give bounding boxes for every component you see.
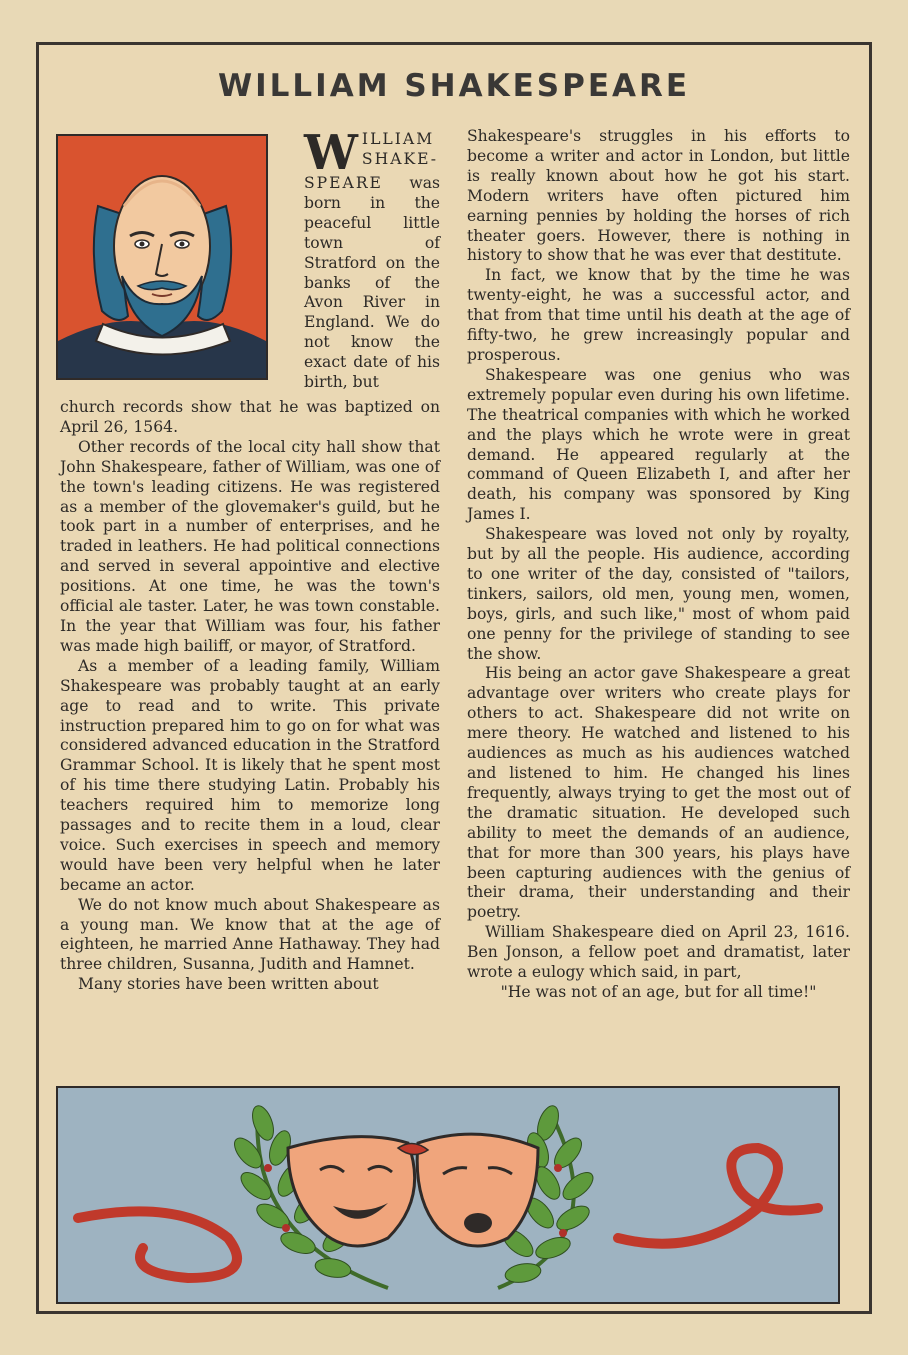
closing-quote: "He was not of an age, but for all time!"	[500, 982, 817, 1001]
right-paragraph: Shakespeare was one genius who was extremely popular even during his own lifetime. The theatrical companies with which he worked and the plays which he wrote were in great demand. He appeared regularly at the command of Queen Elizabeth I, and after her death, his company was sponsored by King James I.	[467, 365, 850, 524]
left-paragraph: We do not know much about Shakespeare as a young man. We know that at the age of eighteen, he married Anne Hathaway. They had three children, Susanna, Judith and Hamnet.	[60, 895, 440, 974]
right-paragraph: In fact, we know that by the time he was twenty-eight, he was a successful actor, and that from that time until his death at the age of fifty-two, he grew increasingly popular and prosperous.	[467, 266, 850, 364]
left-paragraph: As a member of a leading family, William Shakespeare was probably taught at an early age to read and to write. This private instruction prepared him to go on for what was considered advanced education in the Stratford Grammar School. It is likely that he spent most of his time there studying Latin. Probably his teachers required him to memorize long passages and to recite them in a loud, clear voice. Such exercises in speech and memory would have been very helpful when he later became an actor.	[60, 656, 440, 894]
theater-masks-illustration	[56, 1086, 840, 1304]
intro-lead-words: ILLIAM SHAKE-SPEARE	[304, 130, 439, 192]
drop-cap: W	[304, 125, 358, 181]
page-title: WILLIAM SHAKESPEARE	[217, 68, 691, 104]
right-paragraph: William Shakespeare died on April 23, 1616. Ben Jonson, a fellow poet and dramatist, later wrote a eulogy which said, in part,	[467, 923, 850, 982]
left-paragraph: Other records of the local city hall show that John Shakespeare, father of William, was one of the town's leading citizens. He was registered as a member of the glovemaker's guild, but he took part in a number of enterprises, and he traded in leathers. He had political connections and served in several appointive and elective positions. At one time, he was the town's official ale taster. Later, he was town constable. In the year that William was four, his father was made high bailiff, or mayor, of Stratford.	[60, 437, 440, 655]
intro-paragraph	[304, 125, 440, 398]
intro-text: was born in the peaceful little town of Stratford on the banks of the Avon River in England. We do not know the exact date of his birth, but	[304, 174, 440, 392]
left-column	[60, 125, 440, 995]
intro-continued: church records show that he was baptized on April 26, 1564.	[60, 398, 440, 436]
right-paragraph: Shakespeare was loved not only by royalty, but by all the people. His audience, according to one writer of the day, consisted of "tailors, tinkers, sailors, old men, young men, women, boys, girls, and such like," most of whom paid one penny for the privilege of standing to see the show.	[467, 525, 850, 663]
right-continuation: Shakespeare's struggles in his efforts to become a writer and actor in London, but little is really known about how he got his start. Modern writers have often pictured him earning pennies by holding the horses of rich theater goers. However, there is nothing in history to show that he was ever that destitute.	[467, 127, 850, 265]
left-paragraph: Many stories have been written about	[78, 975, 379, 994]
right-column	[467, 127, 850, 1003]
right-paragraph: His being an actor gave Shakespeare a great advantage over writers who create plays for others to act. Shakespeare did not write on mere theory. He watched and listened to his audiences as much as his audiences watched and listened to him. He changed his lines frequently, always trying to get the most out of the dramatic situation. He developed such ability to meet the demands of an audience, that for more than 300 years, his plays have been capturing audiences with the genius of their drama, their understanding and their poetry.	[467, 664, 850, 922]
